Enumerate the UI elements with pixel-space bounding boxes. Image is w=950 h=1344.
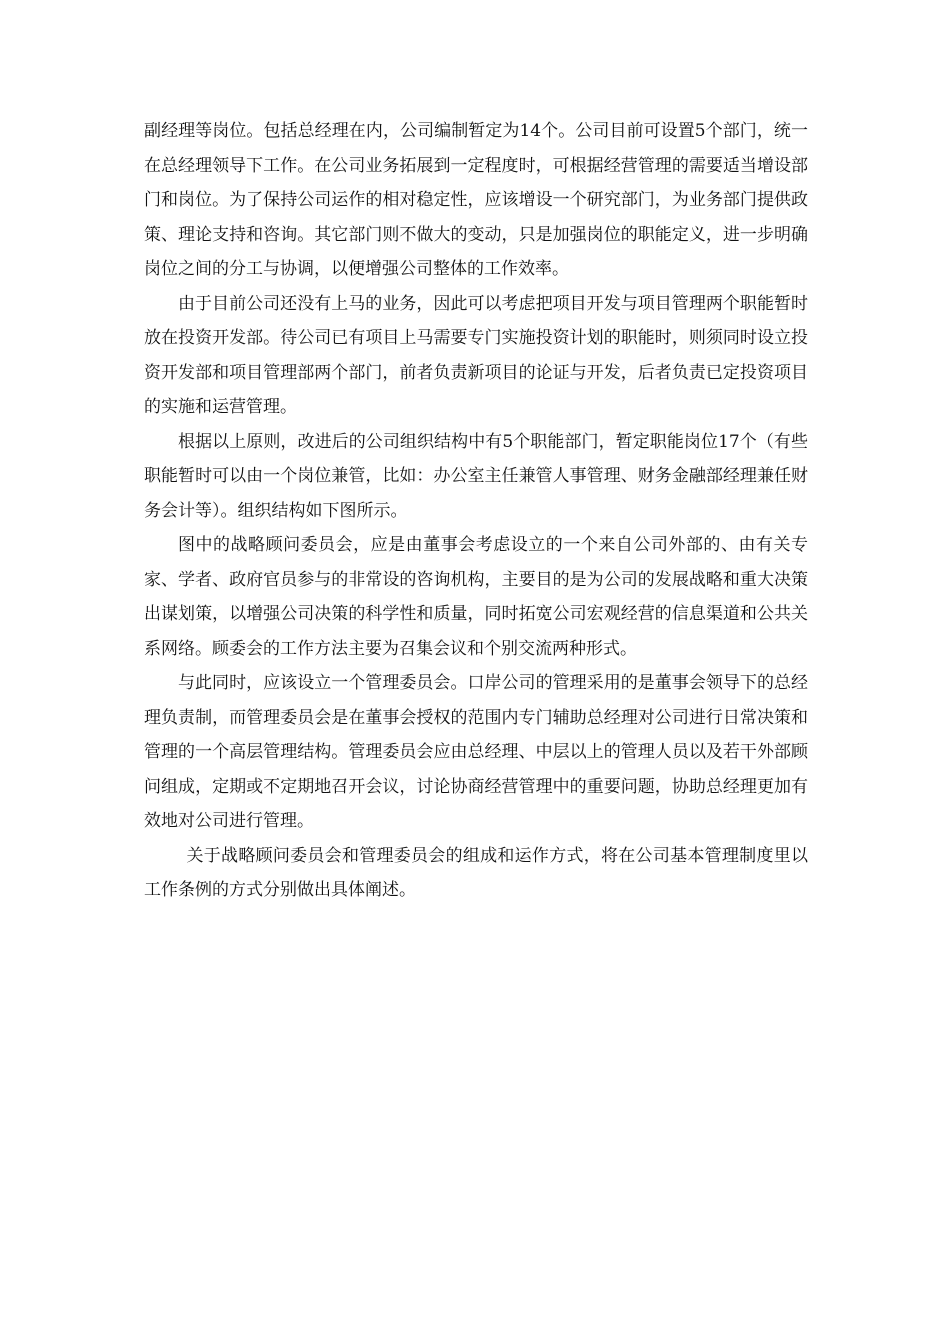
paragraph-organization-structure: 根据以上原则，改进后的公司组织结构中有5个职能部门，暂定职能岗位17个（有些职能暂时可以由一个岗位兼管，比如：办公室主任兼管人事管理、财务金融部经理兼任财务会计等）。组织结构如下图所示。 (144, 431, 808, 521)
paragraph-continuation: 副经理等岗位。包括总经理在内，公司编制暂定为14个。公司目前可设置5个部门，统一在总经理领导下工作。在公司业务拓展到一定程度时，可根据经营管理的需要适当增设部门和岗位。为了保持公司运作的相对稳定性，应该增设一个研究部门，为业务部门提供政策、理论支持和咨询。其它部门则不做大的变动，只是加强岗位的职能定义，进一步明确岗位之间的分工与协调，以便增强公司整体的工作效率。 (144, 121, 808, 279)
paragraph-project-development: 由于目前公司还没有上马的业务，因此可以考虑把项目开发与项目管理两个职能暂时放在投资开发部。待公司已有项目上马需要专门实施投资计划的职能时，则须同时设立投资开发部和项目管理部两个部门，前者负责新项目的论证与开发，后者负责已定投资项目的实施和运营管理。 (144, 293, 808, 417)
document-body (144, 114, 808, 908)
paragraph-strategy-advisory-committee: 图中的战略顾问委员会，应是由董事会考虑设立的一个来自公司外部的、由有关专家、学者、政府官员参与的非常设的咨询机构，主要目的是为公司的发展战略和重大决策出谋划策，以增强公司决策的科学性和质量，同时拓宽公司宏观经营的信息渠道和公共关系网络。顾委会的工作方法主要为召集会议和个别交流两种形式。 (144, 535, 808, 659)
paragraph-committee-operation: 关于战略顾问委员会和管理委员会的组成和运作方式，将在公司基本管理制度里以工作条例的方式分别做出具体阐述。 (144, 845, 808, 900)
paragraph-management-committee: 与此同时，应该设立一个管理委员会。口岸公司的管理采用的是董事会领导下的总经理负责制，而管理委员会是在董事会授权的范围内专门辅助总经理对公司进行日常决策和管理的一个高层管理结构。管理委员会应由总经理、中层以上的管理人员以及若干外部顾问组成，定期或不定期地召开会议，讨论协商经营管理中的重要问题，协助总经理更加有效地对公司进行管理。 (144, 673, 808, 831)
